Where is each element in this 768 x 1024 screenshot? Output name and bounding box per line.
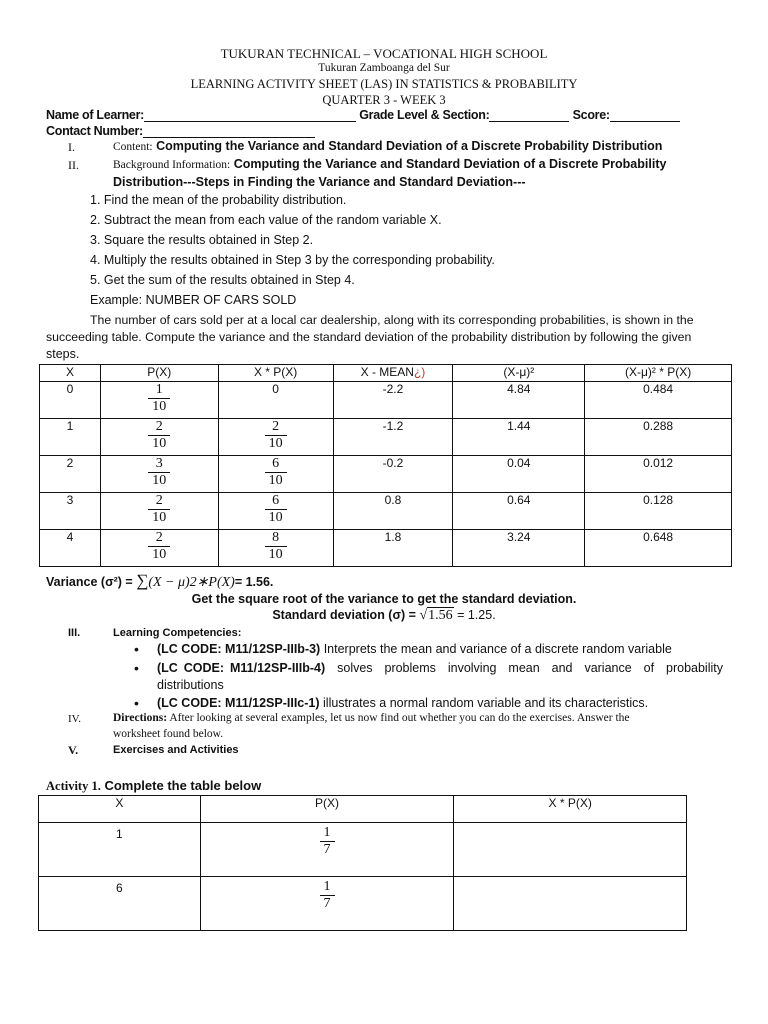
table-row bbox=[40, 493, 732, 530]
competency-3: (LC CODE: M11/12SP-IIIc-1) illustrates a normal random variable and its characteristics. bbox=[157, 696, 649, 710]
cell-x-minus-mean: -1.2 bbox=[333, 419, 453, 456]
cell-x: 4 bbox=[40, 530, 101, 567]
cell-x-minus-mean: 0.8 bbox=[333, 493, 453, 530]
background-text-2: Distribution---Steps in Finding the Variance and Standard Deviation--- bbox=[113, 175, 526, 189]
school-name: TUKURAN TECHNICAL – VOCATIONAL HIGH SCHOOL bbox=[220, 46, 548, 61]
section-i-number: I. bbox=[68, 140, 75, 154]
cell-squared: 4.84 bbox=[453, 382, 585, 419]
contact-row bbox=[46, 124, 315, 138]
name-label: Name of Learner: bbox=[46, 108, 145, 122]
fraction: $\frac{2}{10}$ bbox=[265, 419, 287, 452]
cell-xpx bbox=[218, 530, 333, 567]
activity-1-title: Activity 1. Complete the table below bbox=[46, 778, 262, 793]
directions-text: Directions: After looking at several examples, let us now find out whether you can do the exercises. Answer the bbox=[113, 712, 630, 724]
radicand: 1.56 bbox=[428, 608, 453, 623]
table-row bbox=[40, 530, 732, 567]
section-ii-number: II. bbox=[68, 158, 79, 172]
cell-xpx bbox=[218, 419, 333, 456]
competencies-title: Learning Competencies: bbox=[113, 627, 242, 639]
fraction: $\frac{3}{10}$ bbox=[148, 456, 170, 489]
header-px: P(X) bbox=[100, 365, 218, 382]
fraction: $\frac{6}{10}$ bbox=[265, 456, 287, 489]
bullet-icon: • bbox=[134, 660, 139, 676]
content-prefix: Content: bbox=[113, 141, 153, 153]
example-label: Example: NUMBER OF CARS SOLD bbox=[90, 293, 297, 307]
grade-field[interactable] bbox=[489, 108, 569, 122]
cell-squared: 3.24 bbox=[453, 530, 585, 567]
activity-1-table bbox=[38, 795, 687, 931]
fraction: $\frac{1}{7}$ bbox=[320, 825, 335, 858]
cell-px bbox=[200, 877, 454, 931]
fraction: $\frac{1}{10}$ bbox=[148, 382, 170, 415]
answer-cell[interactable] bbox=[454, 823, 687, 877]
header-xpx: X * P(X) bbox=[218, 365, 333, 382]
competency-1: (LC CODE: M11/12SP-IIIb-3) Interprets the mean and variance of a discrete random variable bbox=[157, 642, 672, 656]
table-row bbox=[39, 877, 687, 931]
cars-sold-table bbox=[39, 364, 732, 567]
table-header-row bbox=[40, 365, 732, 382]
cell-x: 1 bbox=[39, 823, 201, 877]
section-ii-background bbox=[113, 157, 666, 171]
cell-xpx bbox=[218, 456, 333, 493]
activity-header-x: X bbox=[39, 796, 201, 823]
cell-x: 0 bbox=[40, 382, 101, 419]
section-i-content bbox=[113, 139, 662, 153]
cell-x: 2 bbox=[40, 456, 101, 493]
table-row bbox=[40, 382, 732, 419]
stddev-result: = 1.25. bbox=[453, 608, 496, 622]
variance-formula bbox=[46, 571, 273, 591]
stddev-formula bbox=[0, 607, 768, 624]
score-label: Score: bbox=[572, 108, 610, 122]
cell-x-minus-mean: -2.2 bbox=[333, 382, 453, 419]
step-4: 4. Multiply the results obtained in Step 3 by the corresponding probability. bbox=[90, 253, 495, 267]
fraction: $\frac{2}{10}$ bbox=[148, 530, 170, 563]
section-iv-number: IV. bbox=[68, 713, 81, 725]
header-x-minus-mean: X - MEAN¿) bbox=[333, 365, 453, 382]
variance-result: = 1.56. bbox=[234, 575, 274, 589]
example-paragraph-1: The number of cars sold per at a local car dealership, along with its corresponding probabilities, is shown in the bbox=[90, 313, 694, 327]
header-squared: (X-μ)² bbox=[453, 365, 585, 382]
cell-x: 1 bbox=[40, 419, 101, 456]
cell-px bbox=[200, 823, 454, 877]
cell-px bbox=[100, 530, 218, 567]
fraction: $\frac{2}{10}$ bbox=[148, 493, 170, 526]
sqrt-instruction: Get the square root of the variance to get the standard deviation. bbox=[191, 592, 577, 606]
answer-cell[interactable] bbox=[454, 877, 687, 931]
cell-xpx: 0 bbox=[218, 382, 333, 419]
competency-2-continued: distributions bbox=[157, 678, 224, 692]
content-text: Computing the Variance and Standard Deviation of a Discrete Probability Distribution bbox=[156, 139, 663, 153]
cell-squared-times-p: 0.648 bbox=[585, 530, 732, 567]
contact-label: Contact Number: bbox=[46, 124, 143, 138]
fraction: $\frac{6}{10}$ bbox=[265, 493, 287, 526]
cell-px bbox=[100, 456, 218, 493]
cell-px bbox=[100, 382, 218, 419]
step-2: 2. Subtract the mean from each value of the random variable X. bbox=[90, 213, 442, 227]
learner-info-row bbox=[46, 108, 680, 122]
activity-header-xpx: X * P(X) bbox=[454, 796, 687, 823]
header-squared-times-p: (X-μ)² * P(X) bbox=[585, 365, 732, 382]
cell-squared-times-p: 0.012 bbox=[585, 456, 732, 493]
cell-xpx bbox=[218, 493, 333, 530]
exercises-title: Exercises and Activities bbox=[113, 744, 239, 756]
cell-squared-times-p: 0.288 bbox=[585, 419, 732, 456]
directions-text-2: worksheet found below. bbox=[113, 728, 224, 740]
cell-x: 6 bbox=[39, 877, 201, 931]
step-5: 5. Get the sum of the results obtained in Step 4. bbox=[90, 273, 355, 287]
cell-x-minus-mean: 1.8 bbox=[333, 530, 453, 567]
table-row bbox=[40, 419, 732, 456]
background-prefix: Background Information: bbox=[113, 159, 231, 171]
bullet-icon: • bbox=[134, 641, 139, 657]
cell-px bbox=[100, 493, 218, 530]
cell-x-minus-mean: -0.2 bbox=[333, 456, 453, 493]
cell-squared: 0.64 bbox=[453, 493, 585, 530]
activity-header-px: P(X) bbox=[200, 796, 454, 823]
variance-label: Variance (σ²) = bbox=[46, 575, 137, 589]
competency-2: (LC CODE: M11/12SP-IIIb-4) solves problems involving mean and variance of probability bbox=[157, 661, 723, 675]
background-text-1: Computing the Variance and Standard Deviation of a Discrete Probability bbox=[233, 157, 667, 171]
variance-expression: (X − μ)2∗P(X) bbox=[148, 575, 235, 590]
school-location: Tukuran Zamboanga del Sur bbox=[318, 62, 450, 74]
cell-squared: 0.04 bbox=[453, 456, 585, 493]
header-x: X bbox=[40, 365, 101, 382]
fraction: $\frac{2}{10}$ bbox=[148, 419, 170, 452]
name-field[interactable] bbox=[144, 108, 356, 122]
section-iii-number: III. bbox=[68, 627, 81, 639]
step-3: 3. Square the results obtained in Step 2. bbox=[90, 233, 314, 247]
sheet-title: LEARNING ACTIVITY SHEET (LAS) IN STATISTICS & PROBABILITY bbox=[190, 77, 578, 91]
cell-squared-times-p: 0.128 bbox=[585, 493, 732, 530]
cell-x: 3 bbox=[40, 493, 101, 530]
fraction: $\frac{8}{10}$ bbox=[265, 530, 287, 563]
cell-squared: 1.44 bbox=[453, 419, 585, 456]
activity-header-row bbox=[39, 796, 687, 823]
step-1: 1. Find the mean of the probability distribution. bbox=[90, 193, 347, 207]
cell-squared-times-p: 0.484 bbox=[585, 382, 732, 419]
table-row bbox=[40, 456, 732, 493]
radical-sign: √ bbox=[419, 608, 428, 623]
grade-label: Grade Level & Section: bbox=[359, 108, 490, 122]
bullet-icon: • bbox=[134, 695, 139, 711]
sum-sign: ∑ bbox=[136, 571, 149, 590]
contact-field[interactable] bbox=[143, 124, 315, 138]
cell-px bbox=[100, 419, 218, 456]
example-paragraph-2: succeeding table. Compute the variance and the standard deviation of the probability distribution by following the given bbox=[46, 330, 692, 344]
example-paragraph-3: steps. bbox=[46, 347, 80, 361]
stddev-label: Standard deviation (σ) = bbox=[272, 608, 420, 622]
section-v-number: V. bbox=[68, 743, 79, 757]
quarter-label: QUARTER 3 - WEEK 3 bbox=[322, 93, 446, 107]
score-field[interactable] bbox=[610, 108, 680, 122]
table-row bbox=[39, 823, 687, 877]
fraction: $\frac{1}{7}$ bbox=[320, 879, 335, 912]
